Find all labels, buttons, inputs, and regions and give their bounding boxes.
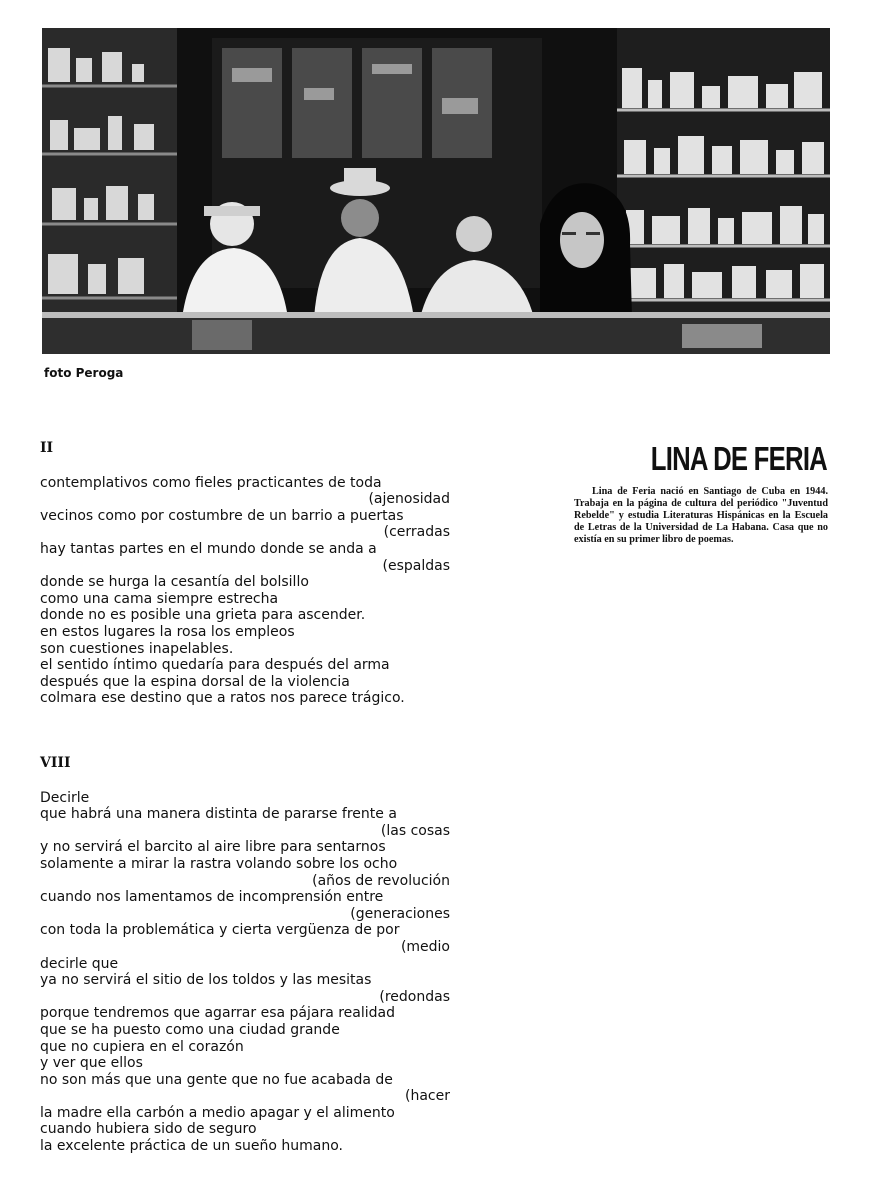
poem-section-ii [40, 440, 460, 707]
poem-line: son cuestiones inapelables. [40, 640, 234, 657]
poem-line: y no servirá el barcito al aire libre para sentarnos [40, 839, 386, 856]
poem-line: en estos lugares la rosa los empleos [40, 623, 295, 640]
poem-line: que no cupiera en el corazón [40, 1038, 244, 1055]
poem-line: porque tendremos que agarrar esa pájara realidad [40, 1005, 396, 1022]
poem-line: colmara ese destino que a ratos nos parece trágico. [40, 690, 405, 707]
book-title: Casa que no existía [574, 522, 829, 545]
pharmacy-photo [42, 28, 830, 354]
poem-line: donde se hurga la cesantía del bolsillo [40, 574, 309, 591]
poem-line: decirle que [40, 955, 119, 972]
photo-caption: foto Peroga [44, 366, 124, 380]
poem-line: la excelente práctica de un sueño humano. [40, 1138, 344, 1155]
poem-line: que se ha puesto como una ciudad grande [40, 1021, 340, 1038]
poem-line-continuation: (hacer [405, 1088, 450, 1105]
poem-line-continuation: (las cosas [380, 822, 450, 839]
poem-line: contemplativos como fieles practicantes de toda [40, 474, 382, 491]
poem-line: Decirle [40, 789, 90, 806]
poem-line: y ver que ellos [40, 1055, 143, 1072]
poem-line: no son más que una gente que no fue acabada de [40, 1071, 393, 1088]
author-bio [574, 486, 828, 546]
poem-line-continuation: (años de revolución [312, 872, 450, 889]
poem-line-continuation: (espaldas [382, 557, 450, 574]
poem-line: el sentido íntimo quedaría para después del arma [40, 657, 390, 674]
poem-line: cuando nos lamentamos de incomprensión entre [40, 889, 384, 906]
poem-line: cuando hubiera sido de seguro [40, 1121, 257, 1138]
poem-line: ya no servirá el sitio de los toldos y las mesitas [40, 972, 372, 989]
poem-line: hay tantas partes en el mundo donde se anda a [40, 540, 377, 557]
poem-number: II [40, 440, 54, 456]
poem-number: VIII [40, 755, 71, 771]
poem-section-viii [40, 755, 460, 1155]
poem-line-continuation: (ajenosidad [368, 491, 450, 508]
author-name-heading: LINA DE FERIA [650, 440, 827, 477]
poem-line-continuation: (medio [400, 938, 450, 955]
bio-text-end: en su primer libro de poemas. [604, 534, 734, 545]
poem-line: que habrá una manera distinta de pararse frente a [40, 806, 397, 823]
poem-lines [40, 475, 460, 707]
poem-line: como una cama siempre estrecha [40, 590, 279, 607]
poem-line-continuation: (generaciones [350, 905, 450, 922]
poem-line: vecinos como por costumbre de un barrio a puertas [40, 507, 404, 524]
poem-line: con toda la problemática y cierta vergüenza de por [40, 922, 400, 939]
poem-lines [40, 790, 460, 1155]
poem-line-continuation: (redondas [379, 988, 450, 1005]
poem-line: solamente a mirar la rastra volando sobre los ocho [40, 855, 398, 872]
poem-line-continuation: (cerradas [383, 524, 450, 541]
bio-text: Lina de Feria nació en Santiago de Cuba en 1944. Trabaja en la página de cultura del periódico "Juventud Rebelde" y estudia Literaturas Hispánicas en la Escuela de Letras de la Universidad de La Habana. [574, 486, 828, 533]
poem-line: donde no es posible una grieta para ascender. [40, 607, 366, 624]
poem-line: después que la espina dorsal de la violencia [40, 673, 350, 690]
poem-line: la madre ella carbón a medio apagar y el alimento [40, 1104, 395, 1121]
